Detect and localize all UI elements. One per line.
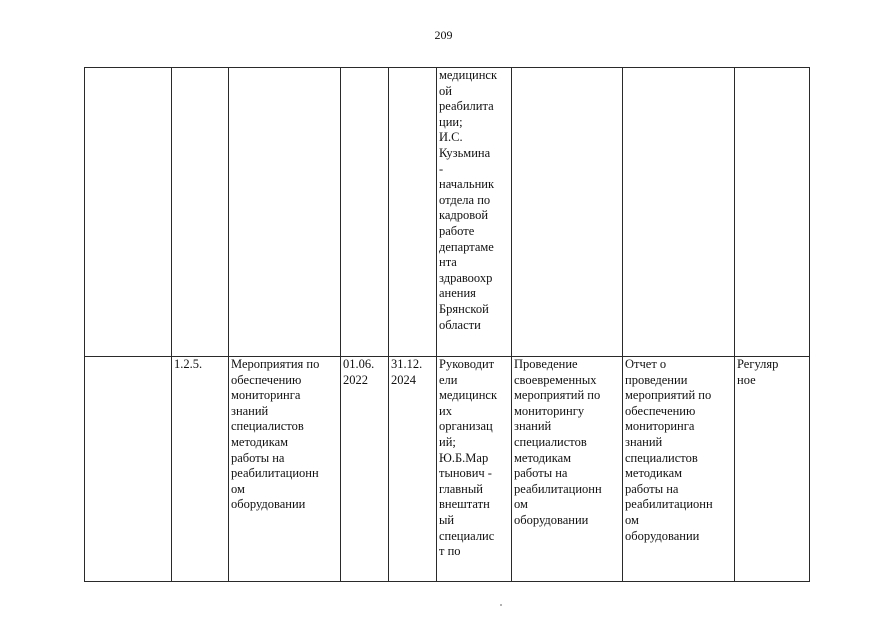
responsible-cell: Руководит ели медицинск их организац ий; Ю.Б.Мар тынович - главный внештатн ый специалис т по xyxy=(437,357,512,582)
row-number-cell xyxy=(172,68,229,357)
result-cell: Отчет о проведении мероприятий по обеспечению мониторинга знаний специалистов методикам работы на реабилитационн ом оборудовании xyxy=(623,357,735,582)
end-date-cell xyxy=(389,68,437,357)
table-row xyxy=(85,68,810,357)
responsible-cell: медицинск ой реабилита ции; И.С. Кузьмина - начальник отдела по кадровой работе департаме нта здравоохр анения Брянской области xyxy=(437,68,512,357)
table-row xyxy=(85,357,810,582)
content-cell: Проведение своевременных мероприятий по мониторингу знаний специалистов методикам работы на реабилитационн ом оборудовании xyxy=(512,357,623,582)
row-number-cell: 1.2.5. xyxy=(172,357,229,582)
empty-cell xyxy=(85,68,172,357)
periodicity-cell xyxy=(735,68,810,357)
measure-name-cell: Мероприятия по обеспечению мониторинга знаний специалистов методикам работы на реабилитационн ом оборудовании xyxy=(229,357,341,582)
periodicity-cell: Регуляр ное xyxy=(735,357,810,582)
scan-speck xyxy=(500,604,502,606)
end-date-cell: 31.12. 2024 xyxy=(389,357,437,582)
plan-table xyxy=(84,67,810,582)
empty-cell xyxy=(85,357,172,582)
measure-name-cell xyxy=(229,68,341,357)
content-cell xyxy=(512,68,623,357)
page-number: 209 xyxy=(434,28,453,42)
start-date-cell: 01.06. 2022 xyxy=(341,357,389,582)
result-cell xyxy=(623,68,735,357)
start-date-cell xyxy=(341,68,389,357)
